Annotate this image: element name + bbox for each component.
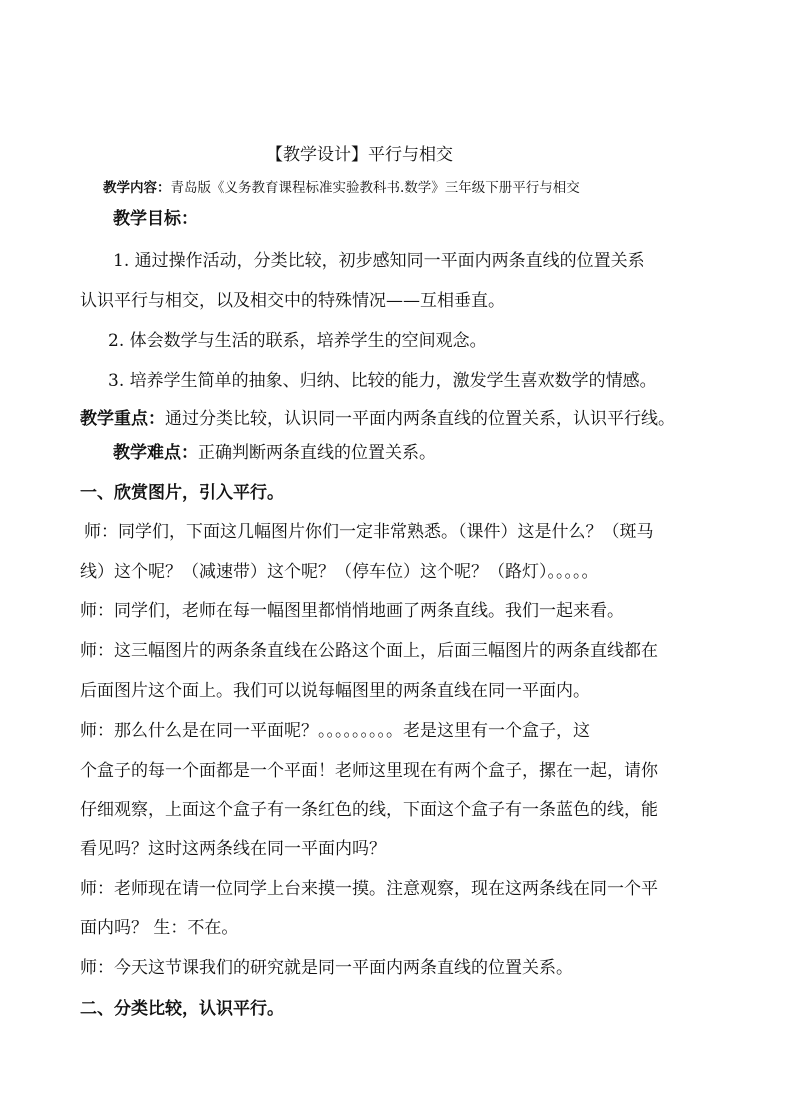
paragraph-3-line-2: 后面图片这个面上。我们可以说每幅图里的两条直线在同一平面内。 (80, 681, 590, 701)
paragraph-6: 师：今天这节课我们的研究就是同一平面内两条直线的位置关系。 (80, 958, 573, 978)
paragraph-3-line-1: 师：这三幅图片的两条条直线在公路这个面上，后面三幅图片的两条直线都在 (80, 641, 658, 661)
paragraph-4-line-2: 个盒子的每一个面都是一个平面！老师这里现在有两个盒子，摞在一起，请你 (80, 761, 658, 781)
difficulty-label: 教学难点： (113, 443, 198, 463)
objective-2: 2. 体会数学与生活的联系，培养学生的空间观念。 (108, 331, 487, 351)
teaching-content-label: 教学内容： (103, 180, 171, 196)
section-1-heading: 一、欣赏图片，引入平行。 (80, 483, 284, 503)
paragraph-4-line-4: 看见吗？这时这两条线在同一平面内吗？ (80, 839, 386, 859)
section-2-heading: 二、分类比较，认识平行。 (80, 999, 284, 1019)
teaching-content (103, 177, 580, 199)
objective-1-line-2: 认识平行与相交，以及相交中的特殊情况——互相垂直。 (80, 291, 505, 311)
objective-3: 3. 培养学生简单的抽象、归纳、比较的能力，激发学生喜欢数学的情感。 (108, 371, 657, 391)
difficulty-point (113, 442, 436, 464)
teaching-content-text: 青岛版《义务教育课程标准实验教科书.数学》三年级下册平行与相交 (170, 180, 580, 196)
difficulty-text: 正确判断两条直线的位置关系。 (198, 443, 436, 463)
key-point-label: 教学重点： (80, 409, 165, 429)
paragraph-4-line-3: 仔细观察，上面这个盒子有一条红色的线，下面这个盒子有一条蓝色的线，能 (80, 800, 658, 820)
objectives-heading: 教学目标： (113, 209, 198, 229)
paragraph-1-line-2: 线）这个呢？（减速带）这个呢？（停车位）这个呢？（路灯）。。。。。 (80, 562, 599, 582)
paragraph-5-line-1: 师：老师现在请一位同学上台来摸一摸。注意观察，现在这两条线在同一个平 (80, 879, 658, 899)
document-title: 【教学设计】平行与相交 (266, 145, 453, 165)
key-point-text: 通过分类比较，认识同一平面内两条直线的位置关系，认识平行线。 (165, 409, 675, 429)
objective-1-line-1: 1. 通过操作活动，分类比较，初步感知同一平面内两条直线的位置关系 (113, 251, 645, 271)
key-point (80, 408, 675, 430)
paragraph-1-line-1: 师：同学们，下面这几幅图片你们一定非常熟悉。（课件）这是什么？（斑马 (84, 522, 654, 542)
paragraph-5-line-2: 面内吗？ 生：不在。 (80, 918, 239, 938)
paragraph-4-line-1: 师：那么什么是在同一平面呢？。。。。。。。。。老是这里有一个盒子，这 (80, 721, 590, 741)
paragraph-2: 师：同学们，老师在每一幅图里都悄悄地画了两条直线。我们一起来看。 (80, 601, 624, 621)
